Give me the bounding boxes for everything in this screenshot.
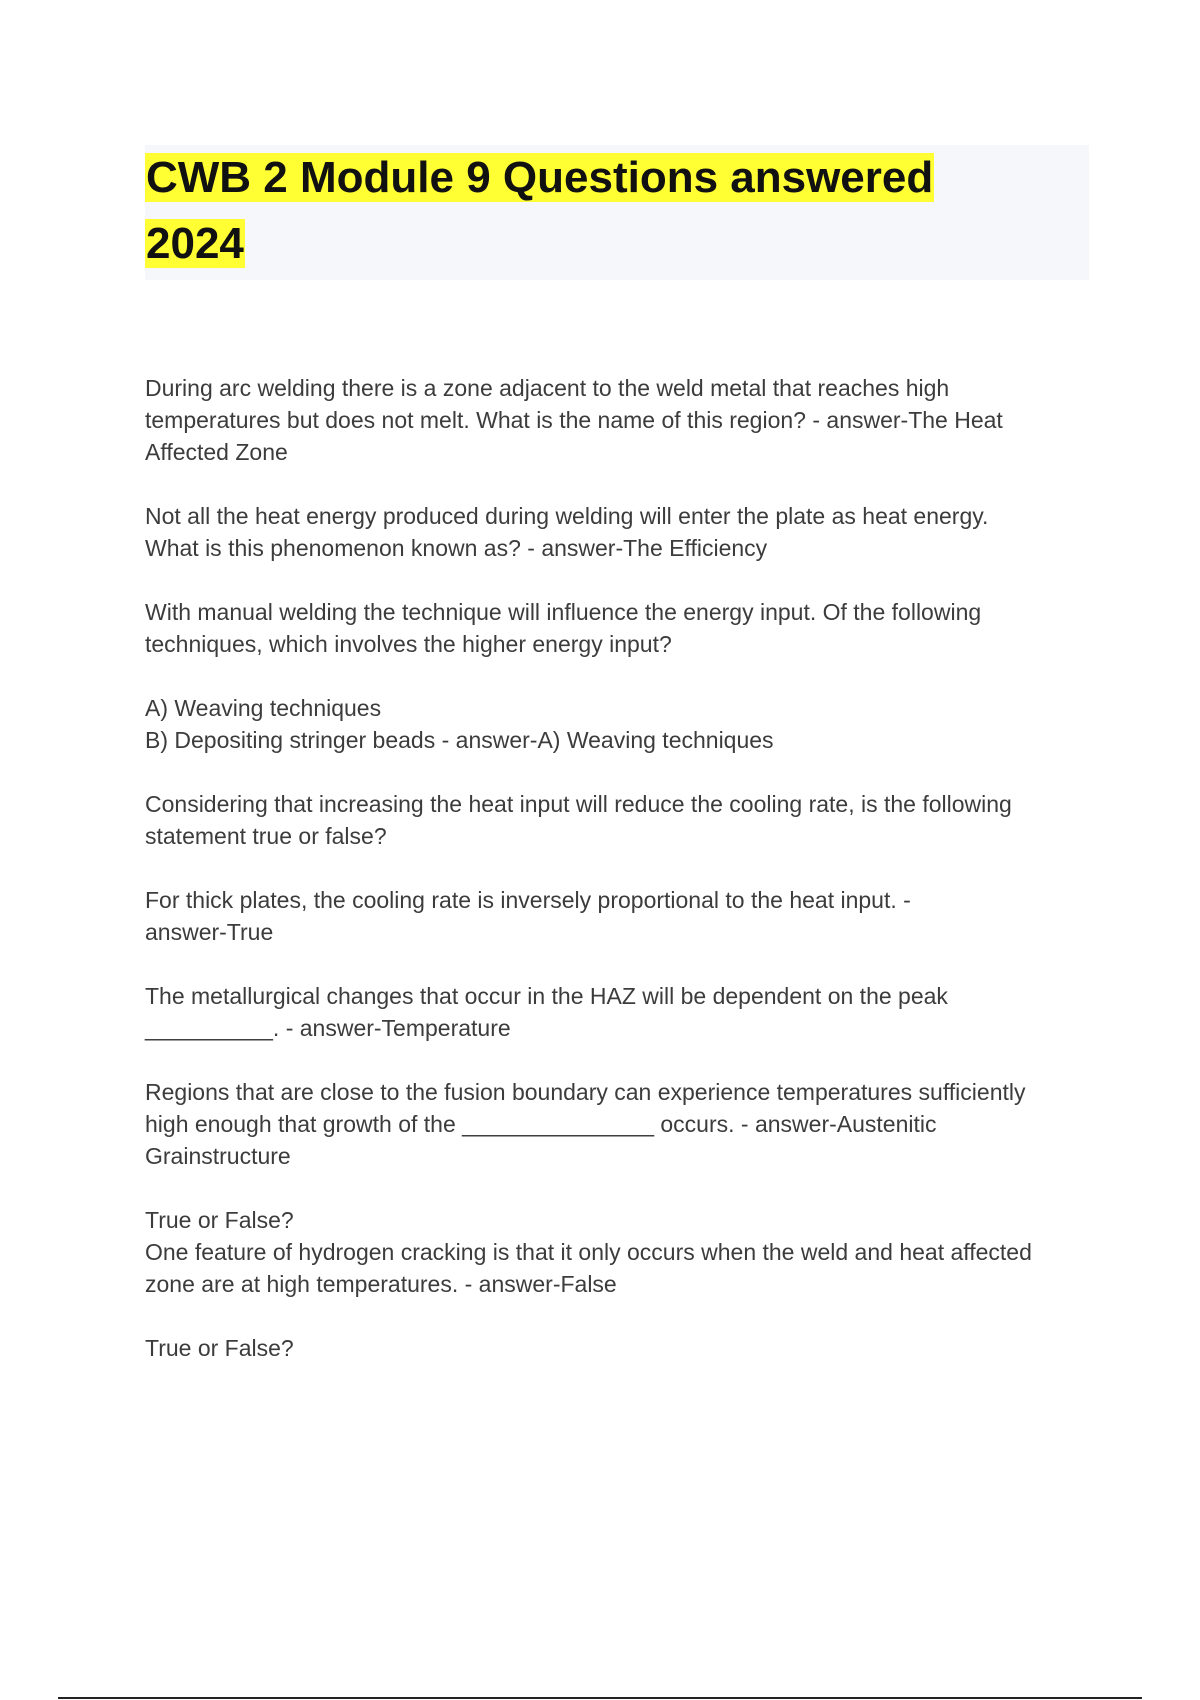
title-line-2: 2024 (146, 219, 244, 268)
paragraph-line: With manual welding the technique will influence the energy input. Of the following (145, 599, 982, 625)
paragraph-line: answer-True (145, 919, 274, 945)
paragraph-line: zone are at high temperatures. - answer-False (145, 1271, 617, 1297)
paragraph (145, 1076, 1090, 1172)
paragraph-line: During arc welding there is a zone adjacent to the weld metal that reaches high (145, 375, 950, 401)
paragraph (145, 596, 1090, 660)
document-body (145, 372, 1090, 1396)
paragraph-line: Considering that increasing the heat input will reduce the cooling rate, is the following (145, 791, 1012, 817)
paragraph-line: techniques, which involves the higher energy input? (145, 631, 672, 657)
paragraph-line: Grainstructure (145, 1143, 291, 1169)
page-divider (58, 1697, 1142, 1699)
paragraph-line: high enough that growth of the _______________ occurs. - answer-Austenitic (145, 1111, 937, 1137)
paragraph-line: For thick plates, the cooling rate is inversely proportional to the heat input. - (145, 887, 911, 913)
paragraph (145, 980, 1090, 1044)
document-title (145, 145, 1089, 277)
title-line-1: CWB 2 Module 9 Questions answered (146, 153, 934, 202)
paragraph-line: True or False? (145, 1335, 294, 1361)
paragraph-line: One feature of hydrogen cracking is that it only occurs when the weld and heat affected (145, 1239, 1032, 1265)
paragraph-line: Affected Zone (145, 439, 288, 465)
paragraph-line: Regions that are close to the fusion boundary can experience temperatures sufficiently (145, 1079, 1026, 1105)
paragraph-line: B) Depositing stringer beads - answer-A) Weaving techniques (145, 727, 774, 753)
paragraph (145, 1204, 1090, 1300)
title-block (145, 145, 1089, 280)
paragraph-line: A) Weaving techniques (145, 695, 382, 721)
paragraph-line: statement true or false? (145, 823, 387, 849)
paragraph-line: temperatures but does not melt. What is the name of this region? - answer-The Heat (145, 407, 1003, 433)
paragraph-line: True or False? (145, 1207, 294, 1233)
paragraph (145, 500, 1090, 564)
paragraph (145, 884, 1090, 948)
paragraph (145, 1332, 1090, 1364)
paragraph-line: The metallurgical changes that occur in the HAZ will be dependent on the peak (145, 983, 948, 1009)
paragraph (145, 692, 1090, 756)
paragraph (145, 788, 1090, 852)
paragraph-line: Not all the heat energy produced during welding will enter the plate as heat energy. (145, 503, 989, 529)
paragraph-line: What is this phenomenon known as? - answer-The Efficiency (145, 535, 768, 561)
paragraph (145, 372, 1090, 468)
paragraph-line: __________. - answer-Temperature (145, 1015, 511, 1041)
